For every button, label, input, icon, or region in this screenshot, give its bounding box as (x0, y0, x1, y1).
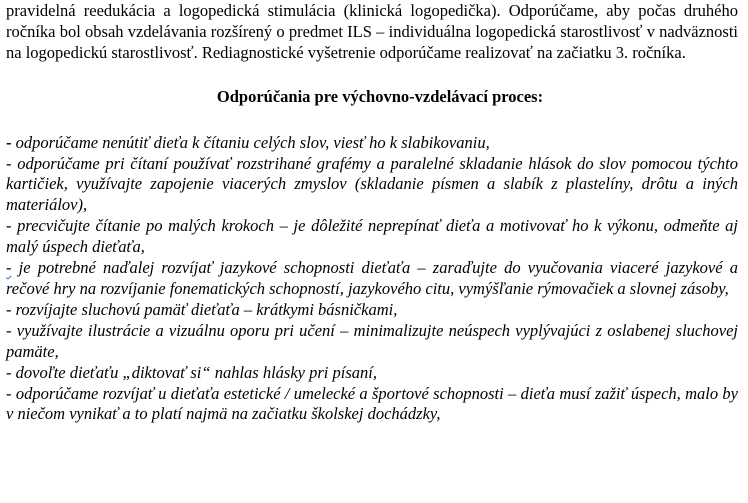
recommendation-item (6, 300, 738, 321)
document-page (6, 1, 738, 425)
section-heading: Odporúčania pre výchovno-vzdelávací proces: (216, 86, 544, 106)
recommendation-text: je potrebné naďalej rozvíjať jazykové schopnosti dieťaťa – zaraďujte do vyučovania viaceré jazykové a rečové hry na rozvíjanie fonematických schopností, jazykového citu, vymýšľanie rýmovačiek a slovnej zásoby, (6, 258, 738, 298)
recommendation-item (6, 133, 738, 154)
recommendation-item (6, 258, 738, 300)
intro-paragraph: pravidelná reedukácia a logopedická stimulácia (klinická logopedička). Odporúčame, aby počas druhého ročníka bol obsah vzdelávania rozšírený o predmet ILS – individuálna logopedická starostlivosť v nadväznosti na logopedickú starostlivosť. Rediagnostické vyšetrenie odporúčame realizovať na začiatku 3. ročníka. (6, 1, 738, 62)
recommendation-text: využívajte ilustrácie a vizuálnu oporu pri učení – minimalizujte neúspech vyplývajúci z oslabenej sluchovej pamäte, (6, 320, 738, 361)
recommendation-list (6, 133, 738, 426)
recommendation-item (6, 154, 738, 217)
recommendation-item (6, 321, 738, 363)
list-dash: - (6, 258, 12, 278)
list-dash: - (6, 132, 12, 152)
list-dash: - (6, 299, 12, 319)
recommendation-text: odporúčame rozvíjať u dieťaťa estetické / umelecké a športové schopnosti – dieťa musí zažiť úspech, malo by v niečom vynikať a to platí najmä na začiatku školskej dochádzky, (6, 383, 738, 424)
recommendation-text: rozvíjajte sluchovú pamäť dieťaťa – krátkymi básničkami, (15, 299, 398, 319)
list-dash: - (6, 320, 12, 340)
list-dash: - (6, 362, 12, 382)
recommendation-text: odporúčame pri čítaní používať rozstrihané grafémy a paralelné skladanie hlások do slov pomocou týchto kartičiek, využívajte zapojenie viacerých zmyslov (skladanie písmen a slabík z plastelíny, drôtu a iných materiálov), (6, 153, 739, 215)
recommendation-item (6, 384, 738, 426)
recommendation-item (6, 216, 738, 258)
list-dash: - (6, 216, 12, 236)
recommendation-text: odporúčame nenútiť dieťa k čítaniu celých slov, viesť ho k slabikovaniu, (15, 132, 490, 152)
recommendation-text: dovoľte dieťaťu „diktovať si“ nahlas hlásky pri písaní, (15, 362, 377, 382)
list-dash: - (6, 153, 12, 173)
recommendation-text: precvičujte čítanie po malých krokoch – je dôležité neprepínať dieťa a motivovať ho k výkonu, odmeňte aj malý úspech dieťaťa, (6, 216, 739, 257)
list-dash: - (6, 383, 12, 403)
recommendation-item (6, 363, 738, 384)
